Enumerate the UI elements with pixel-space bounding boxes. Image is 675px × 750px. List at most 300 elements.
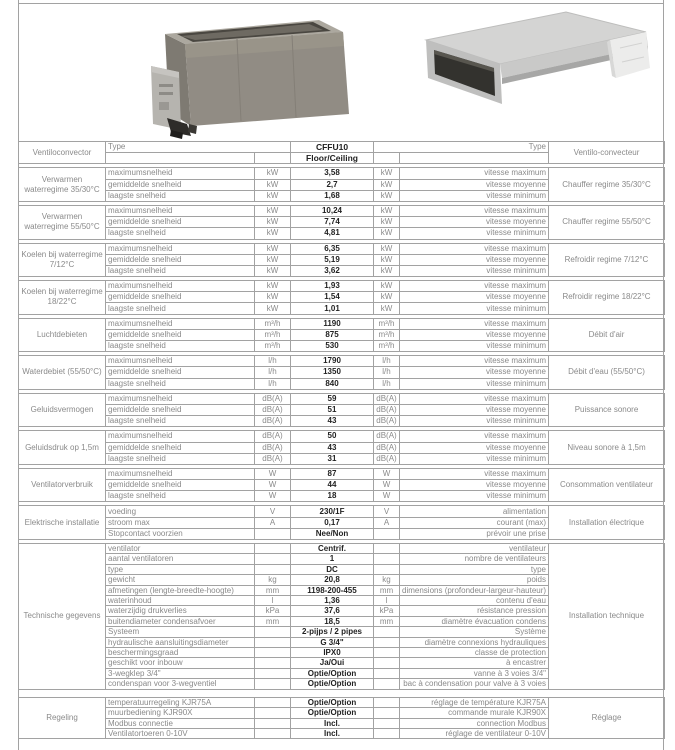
unit-cell bbox=[374, 697, 400, 707]
unit-cell bbox=[255, 668, 291, 678]
unit-cell: kW bbox=[255, 190, 291, 201]
value-cell: IPX0 bbox=[291, 648, 374, 658]
value-cell: 0,17 bbox=[291, 517, 374, 528]
spec-label-fr: type bbox=[400, 564, 549, 574]
unit-cell: dB(A) bbox=[255, 416, 291, 427]
unit-cell bbox=[374, 728, 400, 738]
value-cell: 59 bbox=[291, 393, 374, 404]
unit-cell bbox=[374, 637, 400, 647]
spec-label-nl: maximumsnelheid bbox=[106, 393, 255, 404]
spec-label-nl: afmetingen (lengte-breedte-hoogte) bbox=[106, 585, 255, 595]
value-cell: 43 bbox=[291, 442, 374, 453]
spec-label-nl: gemiddelde snelheid bbox=[106, 404, 255, 415]
spec-label-fr: ventilateur bbox=[400, 544, 549, 554]
value-cell: DC bbox=[291, 564, 374, 574]
spec-label-nl: voeding bbox=[106, 506, 255, 517]
group-category-nl: Waterdebiet (55/50°C) bbox=[19, 356, 106, 390]
unit-cell bbox=[374, 544, 400, 554]
unit-cell: kW bbox=[255, 228, 291, 239]
unit-cell: kW bbox=[255, 292, 291, 303]
spec-label-fr: vitesse minimum bbox=[400, 228, 549, 239]
spec-label-fr: vitesse maximum bbox=[400, 356, 549, 367]
spec-group-8 bbox=[18, 430, 665, 465]
unit-cell: dB(A) bbox=[374, 431, 400, 442]
spec-label-fr: courant (max) bbox=[400, 517, 549, 528]
unit-cell: l/h bbox=[374, 378, 400, 389]
group-category-fr: Niveau sonore à 1,5m bbox=[549, 431, 665, 465]
spec-label-fr: réglage de ventilateur 0-10V bbox=[400, 728, 549, 738]
value-cell: Optie/Option bbox=[291, 697, 374, 707]
table-row bbox=[19, 697, 665, 707]
header-category-nl: Ventiloconvector bbox=[19, 142, 106, 164]
spec-label-nl: geschikt voor inbouw bbox=[106, 658, 255, 668]
table-header-group bbox=[18, 141, 665, 164]
unit-cell: m³/h bbox=[255, 341, 291, 352]
unit-cell: kW bbox=[374, 243, 400, 254]
unit-cell bbox=[255, 637, 291, 647]
unit-cell: l/h bbox=[255, 356, 291, 367]
spec-label-nl: laagste snelheid bbox=[106, 265, 255, 276]
table-row bbox=[19, 243, 665, 254]
value-cell: 44 bbox=[291, 480, 374, 491]
unit-cell: l/h bbox=[255, 378, 291, 389]
unit-cell: l/h bbox=[374, 356, 400, 367]
spec-label-fr: vitesse maximum bbox=[400, 168, 549, 179]
spec-label-nl: maximumsnelheid bbox=[106, 205, 255, 216]
group-category-fr: Refroidir regime 7/12°C bbox=[549, 243, 665, 277]
group-category-nl: Verwarmen waterregime 35/30°C bbox=[19, 168, 106, 202]
unit-cell: kW bbox=[374, 281, 400, 292]
spec-label-fr: vitesse maximum bbox=[400, 431, 549, 442]
spec-label-fr: prévoir une prise bbox=[400, 528, 549, 539]
header-empty-unit bbox=[255, 153, 291, 164]
group-category-nl: Koelen bij waterregime 7/12°C bbox=[19, 243, 106, 277]
header-type-label-nl: Type bbox=[106, 142, 291, 153]
value-cell: Optie/Option bbox=[291, 708, 374, 718]
group-category-nl: Geluidsvermogen bbox=[19, 393, 106, 427]
spec-label-fr: vitesse maximum bbox=[400, 205, 549, 216]
spec-label-nl: stroom max bbox=[106, 517, 255, 528]
model-name: CFFU10 bbox=[291, 142, 374, 153]
group-category-fr: Chauffer regime 35/30°C bbox=[549, 168, 665, 202]
spec-label-fr: alimentation bbox=[400, 506, 549, 517]
value-cell: 230/1F bbox=[291, 506, 374, 517]
unit-cell: V bbox=[255, 506, 291, 517]
unit-cell: dB(A) bbox=[255, 442, 291, 453]
spec-label-nl: gemiddelde snelheid bbox=[106, 480, 255, 491]
unit-cell bbox=[255, 679, 291, 689]
spec-label-nl: gemiddelde snelheid bbox=[106, 292, 255, 303]
value-cell: 18,5 bbox=[291, 616, 374, 626]
spec-label-fr: vitesse moyenne bbox=[400, 367, 549, 378]
value-cell: 50 bbox=[291, 431, 374, 442]
unit-cell: W bbox=[255, 491, 291, 502]
unit-cell: kW bbox=[255, 265, 291, 276]
value-cell: Centrif. bbox=[291, 544, 374, 554]
unit-cell bbox=[374, 718, 400, 728]
spec-group-2 bbox=[18, 205, 665, 240]
spec-group-12 bbox=[18, 697, 665, 740]
spec-label-nl: laagste snelheid bbox=[106, 453, 255, 464]
spec-label-fr: connection Modbus bbox=[400, 718, 549, 728]
value-cell: 1190 bbox=[291, 318, 374, 329]
value-cell: 1,68 bbox=[291, 190, 374, 201]
unit-cell: A bbox=[255, 517, 291, 528]
spec-label-fr: vitesse maximum bbox=[400, 318, 549, 329]
unit-cell: dB(A) bbox=[374, 416, 400, 427]
header-empty-unit bbox=[374, 153, 400, 164]
product-photos-area bbox=[19, 4, 663, 140]
unit-cell: dB(A) bbox=[255, 453, 291, 464]
spec-label-nl: type bbox=[106, 564, 255, 574]
unit-cell: dB(A) bbox=[374, 442, 400, 453]
unit-cell: kg bbox=[374, 575, 400, 585]
spec-label-nl: Ventilatortoeren 0-10V bbox=[106, 728, 255, 738]
unit-cell: m³/h bbox=[255, 318, 291, 329]
value-cell: 530 bbox=[291, 341, 374, 352]
unit-cell: l bbox=[255, 596, 291, 606]
value-cell: 1790 bbox=[291, 356, 374, 367]
spec-label-nl: gemiddelde snelheid bbox=[106, 329, 255, 340]
spec-label-fr: vanne à 3 voies 3/4" bbox=[400, 668, 549, 678]
unit-cell bbox=[255, 528, 291, 539]
spec-label-fr: à encastrer bbox=[400, 658, 549, 668]
spec-label-nl: maximumsnelheid bbox=[106, 243, 255, 254]
spec-label-fr: vitesse minimum bbox=[400, 303, 549, 314]
spec-label-nl: muurbediening KJR90X bbox=[106, 708, 255, 718]
spec-label-fr: vitesse minimum bbox=[400, 453, 549, 464]
spec-label-fr: contenu d'eau bbox=[400, 596, 549, 606]
spec-group-4 bbox=[18, 280, 665, 315]
table-row bbox=[19, 468, 665, 479]
group-category-nl: Koelen bij waterregime 18/22°C bbox=[19, 281, 106, 315]
unit-cell: l/h bbox=[374, 367, 400, 378]
value-cell: 3,58 bbox=[291, 168, 374, 179]
model-variant: Floor/Ceiling bbox=[291, 153, 374, 164]
unit-cell: kW bbox=[374, 168, 400, 179]
unit-cell bbox=[374, 658, 400, 668]
unit-cell bbox=[374, 528, 400, 539]
floor-unit-photo bbox=[137, 12, 367, 142]
spec-label-fr: vitesse minimum bbox=[400, 378, 549, 389]
unit-cell bbox=[255, 554, 291, 564]
header-category-fr: Ventilo-convecteur bbox=[549, 142, 665, 164]
group-category-fr: Puissance sonore bbox=[549, 393, 665, 427]
spec-label-nl: Stopcontact voorzien bbox=[106, 528, 255, 539]
spec-label-nl: maximumsnelheid bbox=[106, 281, 255, 292]
spec-label-fr: bac à condensation pour valve à 3 voies bbox=[400, 679, 549, 689]
unit-cell: mm bbox=[374, 616, 400, 626]
unit-cell: kW bbox=[255, 254, 291, 265]
value-cell: 3,62 bbox=[291, 265, 374, 276]
spec-label-fr: classe de protection bbox=[400, 648, 549, 658]
spec-label-nl: Systeem bbox=[106, 627, 255, 637]
unit-cell: kW bbox=[374, 292, 400, 303]
value-cell: Optie/Option bbox=[291, 679, 374, 689]
group-category-nl: Elektrische installatie bbox=[19, 506, 106, 540]
value-cell: 6,35 bbox=[291, 243, 374, 254]
value-cell: 5,19 bbox=[291, 254, 374, 265]
value-cell: 7,74 bbox=[291, 217, 374, 228]
spec-label-fr: vitesse moyenne bbox=[400, 254, 549, 265]
spec-label-nl: gemiddelde snelheid bbox=[106, 254, 255, 265]
spec-label-nl: waterzijdig drukverlies bbox=[106, 606, 255, 616]
value-cell: 51 bbox=[291, 404, 374, 415]
unit-cell bbox=[255, 648, 291, 658]
value-cell: 840 bbox=[291, 378, 374, 389]
value-cell: 20,8 bbox=[291, 575, 374, 585]
spec-label-fr: diamètre évacuation condens bbox=[400, 616, 549, 626]
group-category-nl: Geluidsdruk op 1,5m bbox=[19, 431, 106, 465]
value-cell: 87 bbox=[291, 468, 374, 479]
unit-cell: l bbox=[374, 596, 400, 606]
spec-group-6 bbox=[18, 355, 665, 390]
spec-group-11 bbox=[18, 543, 665, 690]
value-cell: 1198-200-455 bbox=[291, 585, 374, 595]
spec-label-nl: laagste snelheid bbox=[106, 228, 255, 239]
unit-cell bbox=[255, 728, 291, 738]
unit-cell: kW bbox=[374, 228, 400, 239]
group-category-fr: Installation technique bbox=[549, 544, 665, 690]
header-empty-cell bbox=[106, 153, 255, 164]
unit-cell bbox=[374, 708, 400, 718]
spec-label-nl: maximumsnelheid bbox=[106, 318, 255, 329]
value-cell: 1,36 bbox=[291, 596, 374, 606]
spec-label-nl: maximumsnelheid bbox=[106, 468, 255, 479]
value-cell: 875 bbox=[291, 329, 374, 340]
spec-label-fr: commande murale KJR90X bbox=[400, 708, 549, 718]
spec-label-nl: laagste snelheid bbox=[106, 190, 255, 201]
spec-label-nl: gewicht bbox=[106, 575, 255, 585]
spec-label-nl: gemiddelde snelheid bbox=[106, 367, 255, 378]
unit-cell bbox=[374, 627, 400, 637]
specification-table bbox=[18, 141, 664, 742]
group-category-nl: Verwarmen waterregime 55/50°C bbox=[19, 205, 106, 239]
spec-label-fr: poids bbox=[400, 575, 549, 585]
unit-cell: kW bbox=[255, 179, 291, 190]
unit-cell: dB(A) bbox=[374, 404, 400, 415]
unit-cell: dB(A) bbox=[374, 453, 400, 464]
spec-group-10 bbox=[18, 505, 665, 540]
value-cell: 2-pijps / 2 pipes bbox=[291, 627, 374, 637]
spec-label-nl: 3-wegklep 3/4" bbox=[106, 668, 255, 678]
spec-label-nl: laagste snelheid bbox=[106, 303, 255, 314]
unit-cell: kPa bbox=[255, 606, 291, 616]
spec-label-fr: vitesse maximum bbox=[400, 468, 549, 479]
value-cell: Ja/Oui bbox=[291, 658, 374, 668]
group-category-fr: Consommation ventilateur bbox=[549, 468, 665, 502]
unit-cell: dB(A) bbox=[255, 404, 291, 415]
spec-label-fr: Système bbox=[400, 627, 549, 637]
group-category-nl: Luchtdebieten bbox=[19, 318, 106, 352]
spec-label-fr: vitesse moyenne bbox=[400, 217, 549, 228]
table-row bbox=[19, 356, 665, 367]
value-cell: 31 bbox=[291, 453, 374, 464]
spec-group-9 bbox=[18, 468, 665, 503]
spec-label-fr: vitesse moyenne bbox=[400, 404, 549, 415]
spec-label-fr: vitesse moyenne bbox=[400, 480, 549, 491]
unit-cell: kW bbox=[374, 179, 400, 190]
unit-cell: kW bbox=[255, 281, 291, 292]
spec-label-fr: vitesse minimum bbox=[400, 190, 549, 201]
spec-label-nl: aantal ventilatoren bbox=[106, 554, 255, 564]
group-category-fr: Chauffer regime 55/50°C bbox=[549, 205, 665, 239]
value-cell: 1,93 bbox=[291, 281, 374, 292]
unit-cell: mm bbox=[255, 616, 291, 626]
header-empty-cell bbox=[400, 153, 549, 164]
spec-label-fr: diamètre connexions hydrauliques bbox=[400, 637, 549, 647]
unit-cell: W bbox=[255, 468, 291, 479]
value-cell: 37,6 bbox=[291, 606, 374, 616]
value-cell: 43 bbox=[291, 416, 374, 427]
unit-cell: kW bbox=[255, 243, 291, 254]
duct-unit-photo bbox=[414, 6, 664, 116]
group-category-fr: Débit d'air bbox=[549, 318, 665, 352]
unit-cell bbox=[374, 564, 400, 574]
unit-cell bbox=[255, 544, 291, 554]
group-category-fr: Réglage bbox=[549, 697, 665, 739]
unit-cell bbox=[374, 679, 400, 689]
spec-label-fr: réglage de température KJR75A bbox=[400, 697, 549, 707]
spec-label-nl: gemiddelde snelheid bbox=[106, 217, 255, 228]
table-row bbox=[19, 205, 665, 216]
value-cell: 1,54 bbox=[291, 292, 374, 303]
spec-label-nl: buitendiameter condensafvoer bbox=[106, 616, 255, 626]
spec-label-fr: résistance pression bbox=[400, 606, 549, 616]
unit-cell: m³/h bbox=[374, 329, 400, 340]
spec-group-5 bbox=[18, 318, 665, 353]
unit-cell: dB(A) bbox=[255, 393, 291, 404]
value-cell: Nee/Non bbox=[291, 528, 374, 539]
value-cell: Optie/Option bbox=[291, 668, 374, 678]
spec-label-fr: vitesse minimum bbox=[400, 265, 549, 276]
unit-cell: kPa bbox=[374, 606, 400, 616]
spec-label-nl: laagste snelheid bbox=[106, 378, 255, 389]
unit-cell bbox=[255, 627, 291, 637]
group-category-fr: Débit d'eau (55/50°C) bbox=[549, 356, 665, 390]
unit-cell: mm bbox=[374, 585, 400, 595]
spec-label-fr: nombre de ventilateurs bbox=[400, 554, 549, 564]
spec-label-fr: vitesse moyenne bbox=[400, 329, 549, 340]
unit-cell: kW bbox=[255, 303, 291, 314]
unit-cell: kW bbox=[374, 303, 400, 314]
spec-label-fr: dimensions (profondeur-largeur-hauteur) bbox=[400, 585, 549, 595]
unit-cell: kg bbox=[255, 575, 291, 585]
unit-cell: V bbox=[374, 506, 400, 517]
spec-label-fr: vitesse moyenne bbox=[400, 442, 549, 453]
unit-cell bbox=[255, 658, 291, 668]
spec-group-7 bbox=[18, 393, 665, 428]
table-row bbox=[19, 168, 665, 179]
spec-label-fr: vitesse maximum bbox=[400, 243, 549, 254]
table-row bbox=[19, 318, 665, 329]
value-cell: 1 bbox=[291, 554, 374, 564]
unit-cell bbox=[374, 668, 400, 678]
table-row bbox=[19, 506, 665, 517]
unit-cell: m³/h bbox=[374, 341, 400, 352]
table-row bbox=[19, 431, 665, 442]
spec-label-nl: gemiddelde snelheid bbox=[106, 442, 255, 453]
value-cell: 18 bbox=[291, 491, 374, 502]
spec-label-nl: beschermingsgraad bbox=[106, 648, 255, 658]
unit-cell: W bbox=[255, 480, 291, 491]
unit-cell: W bbox=[374, 491, 400, 502]
unit-cell: dB(A) bbox=[374, 393, 400, 404]
table-row bbox=[19, 281, 665, 292]
spec-label-nl: laagste snelheid bbox=[106, 341, 255, 352]
unit-cell: kW bbox=[255, 217, 291, 228]
value-cell: 1350 bbox=[291, 367, 374, 378]
unit-cell: kW bbox=[374, 254, 400, 265]
unit-cell: mm bbox=[255, 585, 291, 595]
table-row bbox=[19, 544, 665, 554]
spec-label-nl: waterinhoud bbox=[106, 596, 255, 606]
unit-cell bbox=[374, 554, 400, 564]
value-cell: 10,24 bbox=[291, 205, 374, 216]
spec-label-nl: laagste snelheid bbox=[106, 491, 255, 502]
unit-cell: kW bbox=[255, 205, 291, 216]
spec-label-nl: hydraulische aansluitingsdiameter bbox=[106, 637, 255, 647]
value-cell: 1,01 bbox=[291, 303, 374, 314]
unit-cell: m³/h bbox=[374, 318, 400, 329]
unit-cell bbox=[255, 718, 291, 728]
spec-group-1 bbox=[18, 167, 665, 202]
spec-label-nl: temperatuurregeling KJR75A bbox=[106, 697, 255, 707]
unit-cell: W bbox=[374, 480, 400, 491]
spec-label-nl: laagste snelheid bbox=[106, 416, 255, 427]
unit-cell: kW bbox=[374, 205, 400, 216]
value-cell: 2,7 bbox=[291, 179, 374, 190]
unit-cell: kW bbox=[374, 265, 400, 276]
group-category-fr: Refroidir regime 18/22°C bbox=[549, 281, 665, 315]
spec-label-fr: vitesse minimum bbox=[400, 416, 549, 427]
group-category-nl: Technische gegevens bbox=[19, 544, 106, 690]
unit-cell: kW bbox=[255, 168, 291, 179]
spec-label-fr: vitesse minimum bbox=[400, 491, 549, 502]
spec-label-fr: vitesse minimum bbox=[400, 341, 549, 352]
unit-cell: dB(A) bbox=[255, 431, 291, 442]
unit-cell: W bbox=[374, 468, 400, 479]
unit-cell bbox=[374, 648, 400, 658]
value-cell: Incl. bbox=[291, 728, 374, 738]
spec-label-fr: vitesse maximum bbox=[400, 281, 549, 292]
group-category-nl: Ventilatorverbruik bbox=[19, 468, 106, 502]
spec-label-nl: maximumsnelheid bbox=[106, 168, 255, 179]
spec-label-nl: maximumsnelheid bbox=[106, 431, 255, 442]
group-category-nl: Regeling bbox=[19, 697, 106, 739]
unit-cell: l/h bbox=[255, 367, 291, 378]
value-cell: 4,81 bbox=[291, 228, 374, 239]
spec-label-fr: vitesse moyenne bbox=[400, 179, 549, 190]
unit-cell bbox=[255, 708, 291, 718]
value-cell: Incl. bbox=[291, 718, 374, 728]
spec-label-nl: maximumsnelheid bbox=[106, 356, 255, 367]
spec-label-nl: condenspan voor 3-wegventiel bbox=[106, 679, 255, 689]
header-type-label-fr: Type bbox=[374, 142, 549, 153]
unit-cell: kW bbox=[374, 190, 400, 201]
spec-group-3 bbox=[18, 243, 665, 278]
table-row bbox=[19, 393, 665, 404]
unit-cell: kW bbox=[374, 217, 400, 228]
unit-cell: m³/h bbox=[255, 329, 291, 340]
value-cell: G 3/4" bbox=[291, 637, 374, 647]
spec-label-nl: gemiddelde snelheid bbox=[106, 179, 255, 190]
unit-cell bbox=[255, 564, 291, 574]
spec-label-nl: ventilator bbox=[106, 544, 255, 554]
unit-cell: A bbox=[374, 517, 400, 528]
spec-label-fr: vitesse moyenne bbox=[400, 292, 549, 303]
spec-label-nl: Modbus connectie bbox=[106, 718, 255, 728]
